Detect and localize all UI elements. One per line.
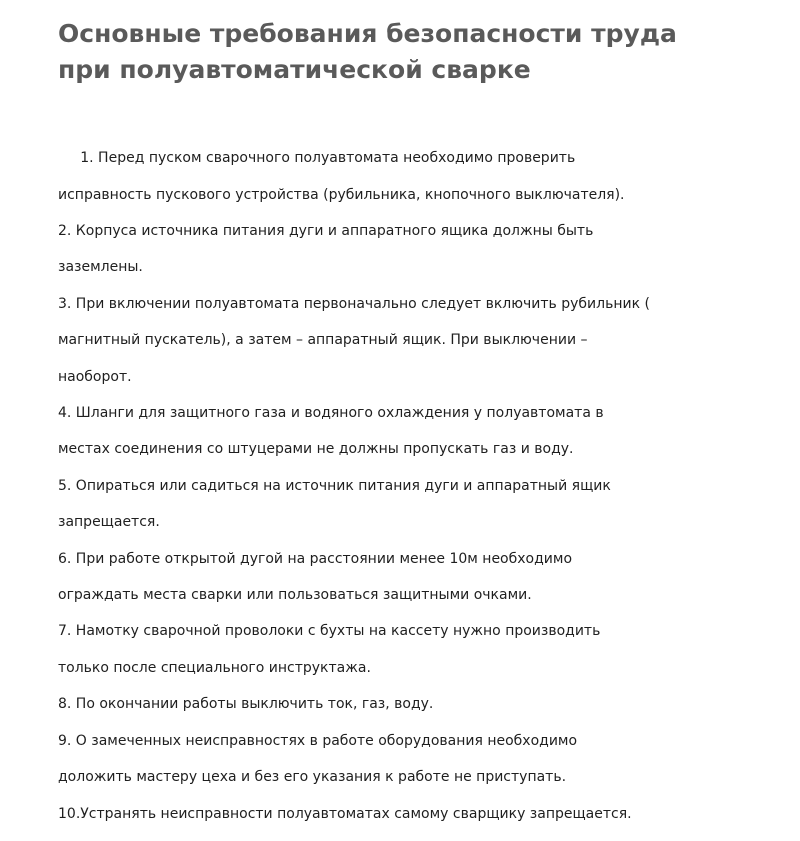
slide-title-line-1: Основные требования безопасности труда [58,19,677,48]
text-line: доложить мастеру цеха и без его указания к работе не приступать. [58,769,567,786]
slide-title-line-2: при полуавтоматической сварке [58,55,531,84]
text-line: 2. Корпуса источника питания дуги и аппаратного ящика должны быть [58,223,594,240]
text-line: 6. При работе открытой дугой на расстоянии менее 10м необходимо [58,550,573,567]
slide-title [58,16,778,88]
text-line: 9. О замеченных неисправностях в работе оборудования необходимо [58,732,578,749]
text-line: 5. Опираться или садиться на источник питания дуги и аппаратный ящик [58,477,611,494]
text-line: ограждать места сварки или пользоваться защитными очками. [58,587,532,604]
text-line: 10.Устранять неисправности полуавтоматах самому сварщику запрещается. [58,805,632,822]
text-line: местах соединения со штуцерами не должны пропускать газ и воду. [58,441,574,458]
text-line: 3. При включении полуавтомата первоначально следует включить рубильник ( [58,295,650,312]
text-line: заземлены. [58,259,143,276]
text-line: 1. Перед пуском сварочного полуавтомата необходимо проверить [58,150,576,167]
text-line: только после специального инструктажа. [58,659,371,676]
text-line: наоборот. [58,368,132,385]
text-line: магнитный пускатель), а затем – аппаратный ящик. При выключении – [58,332,588,349]
text-line: исправность пускового устройства (рубильника, кнопочного выключателя). [58,186,625,203]
text-line: 8. По окончании работы выключить ток, газ, воду. [58,696,434,713]
text-line: запрещается. [58,514,160,531]
text-line: 4. Шланги для защитного газа и водяного охлаждения у полуавтомата в [58,405,604,422]
safety-rules-text [58,131,758,841]
text-line: 7. Намотку сварочной проволоки с бухты на кассету нужно производить [58,623,601,640]
